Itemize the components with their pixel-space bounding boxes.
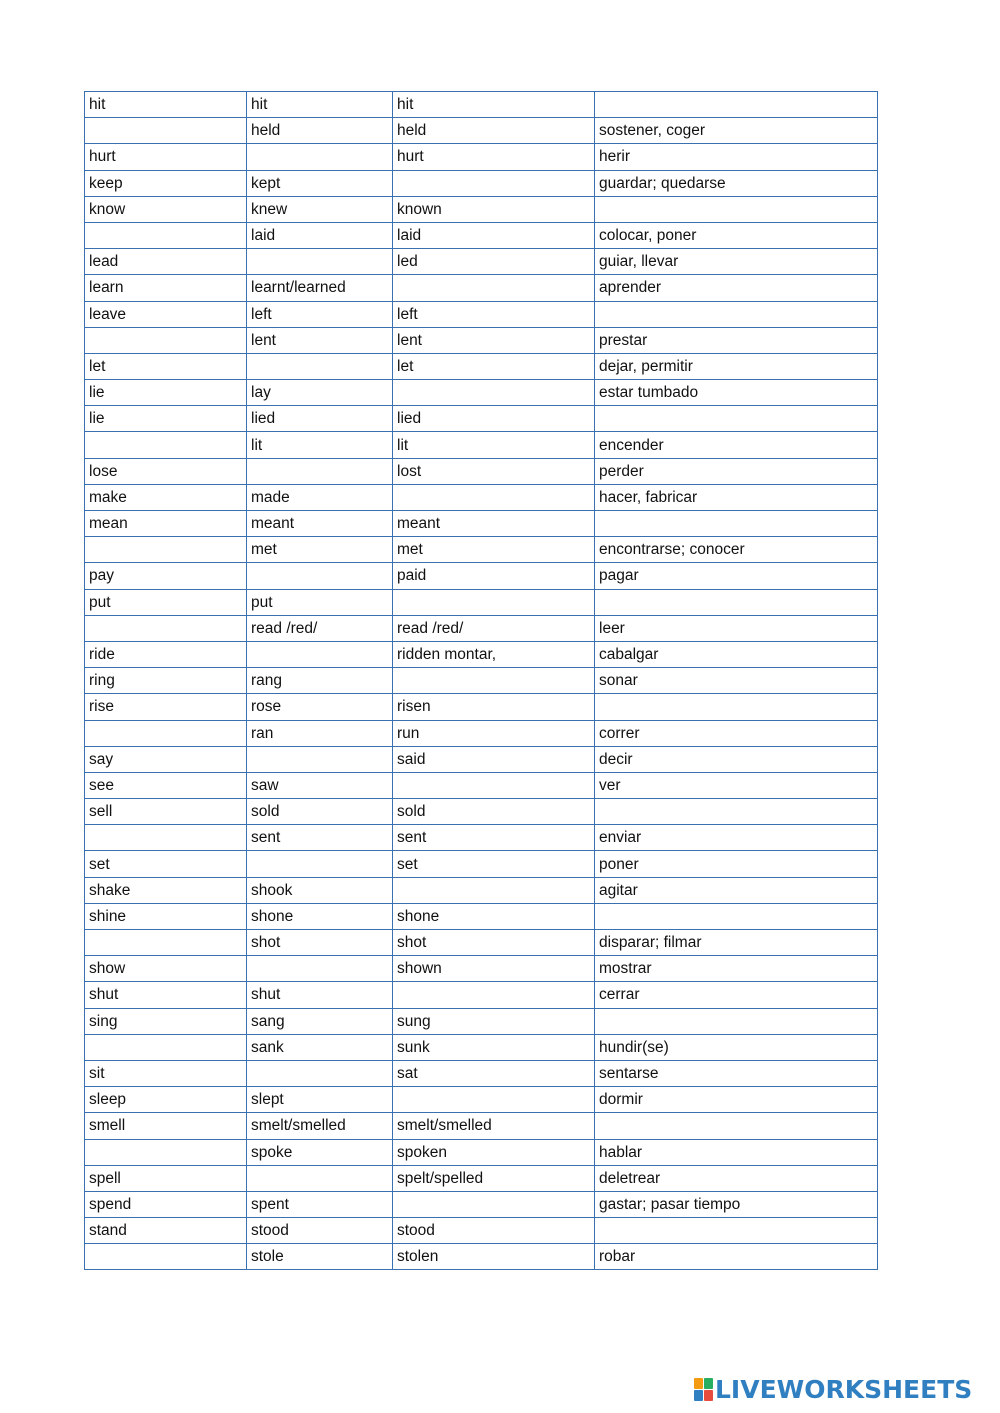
cell-base-form (85, 1034, 247, 1060)
cell-past-participle: known (393, 196, 595, 222)
cell-past-participle (393, 170, 595, 196)
cell-past-simple (247, 641, 393, 667)
cell-past-participle: sat (393, 1060, 595, 1086)
cell-base-form: shine (85, 903, 247, 929)
cell-past-simple: hit (247, 92, 393, 118)
table-row (85, 1139, 878, 1165)
cell-past-simple: spent (247, 1191, 393, 1217)
cell-base-form: lose (85, 458, 247, 484)
cell-translation: hacer, fabricar (595, 484, 878, 510)
table-row (85, 511, 878, 537)
cell-translation: cabalgar (595, 641, 878, 667)
cell-past-simple: left (247, 301, 393, 327)
cell-translation: aprender (595, 275, 878, 301)
table-row (85, 484, 878, 510)
table-row (85, 563, 878, 589)
cell-past-participle: meant (393, 511, 595, 537)
cell-base-form (85, 615, 247, 641)
logo-square-3 (694, 1390, 703, 1401)
cell-past-participle: paid (393, 563, 595, 589)
cell-base-form: lead (85, 249, 247, 275)
cell-base-form (85, 825, 247, 851)
cell-past-simple: stole (247, 1244, 393, 1270)
liveworksheets-logo-icon (694, 1378, 712, 1400)
cell-translation (595, 196, 878, 222)
cell-past-simple (247, 1060, 393, 1086)
cell-translation: guardar; quedarse (595, 170, 878, 196)
cell-past-simple: lent (247, 327, 393, 353)
brand-name: LIVEWORKSHEETS (715, 1374, 973, 1404)
cell-past-participle: left (393, 301, 595, 327)
cell-base-form: sell (85, 799, 247, 825)
cell-base-form (85, 118, 247, 144)
cell-base-form: set (85, 851, 247, 877)
cell-base-form: rise (85, 694, 247, 720)
cell-base-form: learn (85, 275, 247, 301)
cell-base-form: mean (85, 511, 247, 537)
cell-base-form: ring (85, 668, 247, 694)
cell-base-form: pay (85, 563, 247, 589)
cell-base-form (85, 1139, 247, 1165)
cell-past-participle: shot (393, 930, 595, 956)
cell-translation (595, 694, 878, 720)
cell-past-participle: met (393, 537, 595, 563)
table-row (85, 799, 878, 825)
cell-past-simple: meant (247, 511, 393, 537)
liveworksheets-brand[interactable] (694, 1376, 972, 1402)
table-row (85, 877, 878, 903)
cell-past-participle: lit (393, 432, 595, 458)
cell-translation: hablar (595, 1139, 878, 1165)
cell-base-form: hit (85, 92, 247, 118)
cell-base-form (85, 432, 247, 458)
cell-past-simple: saw (247, 772, 393, 798)
cell-past-simple: rose (247, 694, 393, 720)
cell-past-participle (393, 275, 595, 301)
cell-translation: pagar (595, 563, 878, 589)
cell-base-form: hurt (85, 144, 247, 170)
cell-translation (595, 1113, 878, 1139)
cell-translation: perder (595, 458, 878, 484)
cell-past-simple: spoke (247, 1139, 393, 1165)
cell-past-simple: ran (247, 720, 393, 746)
table-row (85, 1060, 878, 1086)
cell-base-form (85, 720, 247, 746)
table-row (85, 851, 878, 877)
cell-translation (595, 1008, 878, 1034)
cell-past-participle: lied (393, 406, 595, 432)
cell-past-participle: hurt (393, 144, 595, 170)
table-row (85, 903, 878, 929)
table-row (85, 458, 878, 484)
cell-past-simple: lay (247, 380, 393, 406)
cell-past-participle (393, 484, 595, 510)
cell-past-participle (393, 982, 595, 1008)
cell-past-simple: put (247, 589, 393, 615)
table-row (85, 1008, 878, 1034)
cell-past-participle: sung (393, 1008, 595, 1034)
table-row (85, 1113, 878, 1139)
cell-past-participle (393, 668, 595, 694)
cell-base-form: shut (85, 982, 247, 1008)
cell-past-simple (247, 1165, 393, 1191)
cell-past-participle (393, 380, 595, 406)
cell-past-participle: ridden montar, (393, 641, 595, 667)
cell-past-simple (247, 144, 393, 170)
cell-base-form: show (85, 956, 247, 982)
cell-translation: robar (595, 1244, 878, 1270)
cell-past-participle: shone (393, 903, 595, 929)
cell-past-simple: made (247, 484, 393, 510)
table-row (85, 170, 878, 196)
table-row (85, 92, 878, 118)
cell-translation (595, 92, 878, 118)
cell-base-form: put (85, 589, 247, 615)
cell-past-simple: held (247, 118, 393, 144)
cell-past-participle: stood (393, 1218, 595, 1244)
cell-past-participle (393, 589, 595, 615)
cell-translation: deletrear (595, 1165, 878, 1191)
cell-base-form: spend (85, 1191, 247, 1217)
cell-past-participle: held (393, 118, 595, 144)
table-row (85, 537, 878, 563)
cell-translation: correr (595, 720, 878, 746)
irregular-verbs-table (84, 91, 878, 1270)
cell-past-participle: hit (393, 92, 595, 118)
cell-base-form: shake (85, 877, 247, 903)
table-row (85, 1218, 878, 1244)
table-row (85, 275, 878, 301)
cell-past-simple: read /red/ (247, 615, 393, 641)
table-row (85, 301, 878, 327)
table-row (85, 720, 878, 746)
logo-square-1 (694, 1378, 703, 1389)
cell-translation: encender (595, 432, 878, 458)
table-row (85, 615, 878, 641)
table-row (85, 772, 878, 798)
cell-base-form: keep (85, 170, 247, 196)
cell-past-participle (393, 772, 595, 798)
cell-translation: colocar, poner (595, 222, 878, 248)
cell-base-form (85, 537, 247, 563)
cell-past-participle: sent (393, 825, 595, 851)
table-row (85, 118, 878, 144)
cell-translation (595, 903, 878, 929)
cell-translation: guiar, llevar (595, 249, 878, 275)
table-row (85, 432, 878, 458)
logo-square-2 (704, 1378, 713, 1389)
cell-past-simple: shook (247, 877, 393, 903)
table-row (85, 1034, 878, 1060)
cell-past-participle: sunk (393, 1034, 595, 1060)
cell-translation: sonar (595, 668, 878, 694)
cell-base-form (85, 1244, 247, 1270)
cell-translation: gastar; pasar tiempo (595, 1191, 878, 1217)
cell-past-simple: shone (247, 903, 393, 929)
cell-translation (595, 799, 878, 825)
cell-past-participle: laid (393, 222, 595, 248)
cell-past-simple: laid (247, 222, 393, 248)
cell-past-simple: slept (247, 1087, 393, 1113)
cell-base-form: lie (85, 406, 247, 432)
cell-past-participle: let (393, 353, 595, 379)
cell-translation (595, 406, 878, 432)
cell-translation: cerrar (595, 982, 878, 1008)
table-row (85, 930, 878, 956)
cell-past-simple (247, 458, 393, 484)
cell-base-form: leave (85, 301, 247, 327)
cell-base-form: sleep (85, 1087, 247, 1113)
cell-past-participle (393, 877, 595, 903)
cell-translation (595, 301, 878, 327)
cell-translation: prestar (595, 327, 878, 353)
cell-translation: enviar (595, 825, 878, 851)
cell-past-participle (393, 1191, 595, 1217)
table-row (85, 222, 878, 248)
cell-base-form: stand (85, 1218, 247, 1244)
cell-past-simple (247, 353, 393, 379)
cell-past-participle: sold (393, 799, 595, 825)
cell-past-participle: said (393, 746, 595, 772)
cell-base-form: lie (85, 380, 247, 406)
cell-past-participle: shown (393, 956, 595, 982)
table-row (85, 406, 878, 432)
cell-past-participle: lent (393, 327, 595, 353)
cell-base-form: sing (85, 1008, 247, 1034)
cell-past-participle: spoken (393, 1139, 595, 1165)
cell-base-form: smell (85, 1113, 247, 1139)
cell-translation: agitar (595, 877, 878, 903)
cell-past-simple: shot (247, 930, 393, 956)
cell-translation: dormir (595, 1087, 878, 1113)
cell-past-simple: shut (247, 982, 393, 1008)
cell-translation (595, 589, 878, 615)
table-row (85, 641, 878, 667)
table-row (85, 956, 878, 982)
table-row (85, 668, 878, 694)
cell-base-form (85, 222, 247, 248)
cell-base-form: sit (85, 1060, 247, 1086)
cell-past-participle (393, 1087, 595, 1113)
table-row (85, 380, 878, 406)
cell-base-form: spell (85, 1165, 247, 1191)
logo-square-4 (704, 1390, 713, 1401)
cell-base-form: ride (85, 641, 247, 667)
table-row (85, 825, 878, 851)
cell-past-simple: sent (247, 825, 393, 851)
cell-past-simple: met (247, 537, 393, 563)
cell-base-form: make (85, 484, 247, 510)
table-row (85, 1165, 878, 1191)
cell-translation (595, 1218, 878, 1244)
table-row (85, 694, 878, 720)
verbs-table-body (85, 92, 878, 1270)
cell-past-participle: lost (393, 458, 595, 484)
cell-translation: disparar; filmar (595, 930, 878, 956)
cell-translation: sentarse (595, 1060, 878, 1086)
cell-base-form: know (85, 196, 247, 222)
cell-past-simple: lit (247, 432, 393, 458)
cell-past-simple: sang (247, 1008, 393, 1034)
cell-past-participle: set (393, 851, 595, 877)
table-row (85, 982, 878, 1008)
cell-translation: mostrar (595, 956, 878, 982)
cell-base-form: say (85, 746, 247, 772)
cell-translation (595, 511, 878, 537)
table-row (85, 746, 878, 772)
table-row (85, 589, 878, 615)
cell-past-simple (247, 956, 393, 982)
cell-translation: poner (595, 851, 878, 877)
table-row (85, 196, 878, 222)
cell-past-simple: sold (247, 799, 393, 825)
cell-translation: encontrarse; conocer (595, 537, 878, 563)
cell-past-participle: risen (393, 694, 595, 720)
cell-translation: estar tumbado (595, 380, 878, 406)
cell-past-simple (247, 746, 393, 772)
cell-past-simple: rang (247, 668, 393, 694)
cell-translation: hundir(se) (595, 1034, 878, 1060)
cell-past-participle: run (393, 720, 595, 746)
cell-past-participle: led (393, 249, 595, 275)
cell-translation: leer (595, 615, 878, 641)
cell-past-simple: knew (247, 196, 393, 222)
cell-past-simple (247, 249, 393, 275)
cell-translation: decir (595, 746, 878, 772)
table-row (85, 1191, 878, 1217)
cell-base-form (85, 327, 247, 353)
cell-past-simple (247, 563, 393, 589)
cell-past-participle: spelt/spelled (393, 1165, 595, 1191)
cell-translation: dejar, permitir (595, 353, 878, 379)
cell-translation: sostener, coger (595, 118, 878, 144)
table-row (85, 353, 878, 379)
cell-past-participle: stolen (393, 1244, 595, 1270)
table-row (85, 249, 878, 275)
cell-base-form: see (85, 772, 247, 798)
cell-translation: herir (595, 144, 878, 170)
cell-past-simple: learnt/learned (247, 275, 393, 301)
cell-past-simple: smelt/smelled (247, 1113, 393, 1139)
cell-past-simple (247, 851, 393, 877)
cell-past-simple: kept (247, 170, 393, 196)
cell-base-form (85, 930, 247, 956)
cell-past-simple: sank (247, 1034, 393, 1060)
table-row (85, 1244, 878, 1270)
table-row (85, 1087, 878, 1113)
cell-base-form: let (85, 353, 247, 379)
cell-past-participle: read /red/ (393, 615, 595, 641)
cell-past-participle: smelt/smelled (393, 1113, 595, 1139)
table-row (85, 327, 878, 353)
cell-past-simple: stood (247, 1218, 393, 1244)
cell-past-simple: lied (247, 406, 393, 432)
table-row (85, 144, 878, 170)
cell-translation: ver (595, 772, 878, 798)
